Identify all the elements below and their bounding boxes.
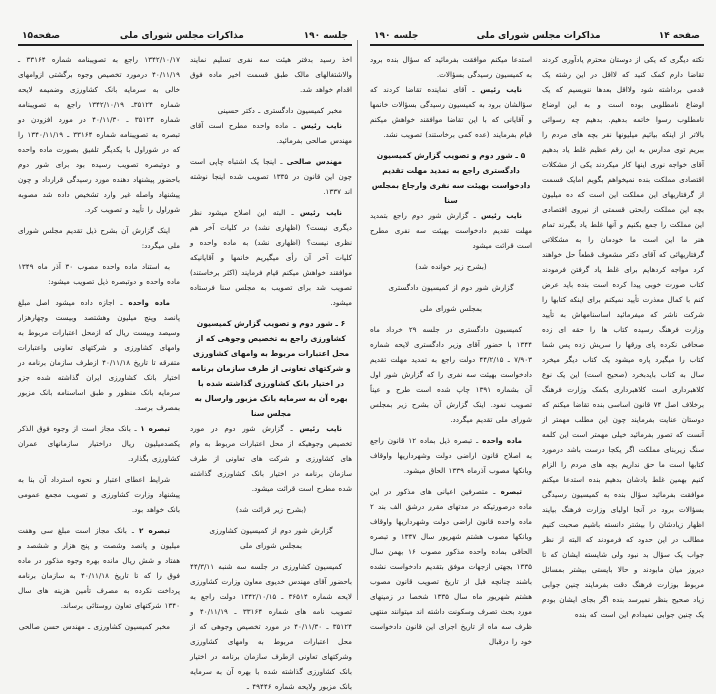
speaker-name: تبصره ۲ [138,526,170,535]
paragraph [18,421,180,466]
page-number: صفحه ۱۴ [658,31,700,41]
paragraph: مخبر کمیسیون دادگستری ـ دکتر حسینی [217,106,342,115]
speaker-name: مهندس صالحی [286,157,342,166]
paragraph-text: ـ متصرفین اعیانی های مذکور در این ماده درصورتیکه در مدتهای مقرر درشق الف بند ۲ ماده واحده قانون اراضی دولت وشهرداریها واوقاف وبانکها مصوب هشتم شهریور سال ۱۳۳۷ و تبصره الحاقی بماده واحده مذکور مصوب ۱۶ بهمن سال ۱۳۳۵ بجهتی ازجهات موفق بتقدیم دادخواست نشده باشند چنانچه قبل از تاریخ تصویب قانون مصوب هشتم شهریور ماه سال ۱۳۳۵ شخصا در زمینهای مورد بحث تصرف وسکونت داشته اند میتوانند منتهی ظرف سه ماه از تاریخ اجرای این قانون دادخواست خود را درقبال [370,487,532,646]
paragraph-text: ـ اینجا یک اشتباه چاپی است چون این قانون در ۱۳۳۵ تصویب شده اینجا نوشته اند ۱۳۳۷. [190,157,352,196]
paragraph: کمیسیون کشاورزی در جلسه سه شنبه ۴۴/۳/۱۱ باحضور آقای مهندس خدیوی معاون وزارت کشاورزی لایحه شماره ۳۶۵۱۴ ـ ۱۳۴۲/۱۰/۱۵ دولت راجع به تصویب نامه های شماره ۳۳۱۶۴ ـ ۴۰/۱۱/۱۹ و ۳۵۱۲۴ ـ ۴۰/۱۱/۳۰ در مورد تخصیص وجوهی که از محل اعتبارات مربوط به وامهای کشاورزی وشرکتهای تعاونی ازطرف سازمان برنامه در اختیار بانک کشاورزی گذاشته شده با بهره آن به سرمایه بانک مزبور ولایحه شماره ۴۹۴۴۶ ـ [190,562,352,691]
paragraph: شرایط اعطای اعتبار و نحوه استرداد آن بنا به پیشنهاد وزارت کشاورزی و تصویب مجمع عمومی بانک خواهد بود. [18,475,180,514]
speaker-name: نایب رئیس [299,424,342,433]
session-label: جلسه ۱۹۰ [374,31,419,41]
centered-line: گزارش شور دوم از کمیسیون کشاورزی [209,526,333,535]
paragraph [370,433,532,478]
text-columns [370,52,704,649]
column-right [542,52,704,649]
paragraph-text: ـ بانک مجاز است مبلغ سی وهفت میلیون و پانصد وشصت و پنج هزار و ششصد و هفتاد و شش ریال مانده بهره وجوه مذکور در ماده فوق را که تا تاریخ ۴۰/۱۱/۱۸ به سازمان برنامه پرداخت نکرده به مصرف تأمین هزینه های سال ۱۳۴۰ شرکتهای تعاون روستائی برساند. [18,526,180,610]
column-left [370,52,532,649]
section-heading: ۶ ـ شور دوم و تصویب گزارش کمیسیون کشاورزی راجع به تخصیص وجوهی که از محل اعتبارات مربوط به وامهای کشاورزی و شرکتهای تعاونی از طرف سازمان برنامه در اختیار بانک کشاورزی گذاشته شده با بهره آن به سرمایه بانک مزبور وارسال به مجلس سنا [191,319,351,418]
speaker-name: نایب رئیس [300,121,342,130]
paragraph: مخبر کمیسیون کشاورزی ـ مهندس حسن صالحی [18,622,170,631]
page-number: صفحه۱۵ [22,31,61,41]
centered-line: بمجلس شورای ملی [420,304,482,313]
speaker-name: نایب رئیس [480,211,522,220]
page-header [370,30,704,42]
centered-line: گزارش شور دوم از کمیسیون دادگستری [388,283,514,292]
paragraph-text: ـ ماده واحده مطرح است آقای مهندس صالحی بفرمائید. [190,121,352,145]
paragraph: نکته دیگری که یکی از دوستان محترم یادآوری کردند تقاضا دارم کمک کنید که لااقل در این رشته یک قدمی برداشته شود ولااقل بعدها ننویسیم که یک اوضاع نامطلوبی بوده است و به این اوضاع نامطلوب رسوا خاتمه بدهیم. بدهیم چه رسوائی بالاتر از اینکه بیائیم میلیونها نفر بچه های مردم را ببریم توی مدارس به این رقم عظیم غلط یاد بدهیم آقای خواجه نوری اینها کار میکردند یکی از مشکلات اقتصادی مملکت بنده نمیخواهم بگویم امایک قسمت از گرفتاریهای این مملکت این است که ده میلیون بچه این مملکت رابحتی قسمتی از نیروی اقتصادی این مملکت را جمع بکنیم و آنها غلط یاد بگیرند تمام هنر ما این است ما خودمان را به مشکلاتی گرفتاریهائی که آقای دکتر مشعوف قطعاً حل خواهند کرد مواجه کردهایم برای غلط یاد گرفتن فرمودند کتاب صورت خوبی پیدا کرده است بنده باید عرض کنم با کمال معذرت تأیید نمیکنم برای اینکه کتابها را شرکت ناشر که میفرمائید اساسنامهاش به تأیید وزارت فرهنگ رسیده کتاب ها را حقه ای زده صحافی نکرده پای ورقها را سریش زده پس شما کتاب را میگیرد پاره میشود یک کتاب دیگر میخرد سال به کتاب بایدبخرد (صحیح است) این یک نوع کلاهبرداری است کلاهبرداری بکمک وزارت فرهنگ برخلاف اصل ۷۴ قانون اساسی بنده تقاضا میکنم که دوستان عنایت بفرمایند چون این مطلب مهمتر از آنست که تصور بفرمائید خیلی مهمتر است این کلمه سنگ زیربنای مملکت اگر یکجا درست باشد درمورد کتابها است ما حق نداریم بچه های مردم را الزام کنیم بهمین غلط یادشان بدهیم بنده استدعا میکنم موافقت بفرمائید سؤال بنده به کمیسیون رسیدگی بسؤالات برود در آنجا اولیای وزارت فرهنگ بیایند اظهار زیادشان را بیشتر دانسته باشیم صحبت کنیم مطالب در این حدود که فرمودند که البته از نظر جواب یک سؤال بد نبود ولی شایسته ایشان که تا دیروز میان مابودند و حالا بایستی بیشتر بمسائل مربوط بوزارت فرهنگ دقت بفرمایند چنین جوابی زیاد صحیح بنظر نمیرسد بنده اگر بجای ایشان بودم یک چنین جوابی نمیدادم این است که بنده [542,55,705,619]
page-header [18,30,352,42]
paragraph-text: ـ گزارش شور دوم در مورد تخصیص وجوهیکه از محل اعتبارات مربوط به وام های کشاورزی و شرکت های تعاونی از طرف سازمان برنامه در اختیار بانک کشاورزی گذاشته شده مطرح است قرائت میشود. [190,424,352,493]
speaker-name: نایب رئیس [299,208,342,217]
text-columns [18,52,352,694]
header-rule [370,44,704,46]
paragraph: کمیسیون دادگستری در جلسه ۲۹ خرداد ماه ۱۳۴۴ با حضور آقای وزیر دادگستری لایحه شماره ۷/۹۰۳ ـ ۴۴/۲/۱۵ دولت راجع به تمدید مهلت تقدیم دادخواست بهیئت سه نفری را که گزارش شور اول آن بشماره ۱۳۹۱ چاپ شده است طرح و عیناً تصویب نمود. اینک گزارش آن بشرح زیر بمجلس شورای ملی تقدیم میگردد. [370,325,533,424]
paragraph-text: ـ گزارش شور دوم راجع بتمدید مهلت تقدیم دادخواست بهیئت سه نفری مطرح است قرائت میشود [370,211,532,250]
section-heading: ۵ ـ شور دوم و تصویب گزارش کمیسیون دادگستری راجع به تمدید مهلت تقدیم دادخواست بهیئت سه نفری وارجاع بمجلس سنا [371,151,531,205]
column-right [190,52,352,694]
header-rule [18,44,352,46]
column-left [18,52,180,694]
paragraph-text: ـ تبصره ذیل بماده ۱۲ قانون راجع به اصلاح قانون اراضی دولت وشهرداریها واوقاف وبانکها مصوب آذرماه ۱۳۳۹ الحاق میشود. [370,436,532,475]
paragraph: اینک گزارش آن بشرح ذیل تقدیم مجلس شورای ملی میگردد: [18,226,180,250]
paragraph [370,484,532,649]
paragraph [370,208,532,253]
speaker-name: تبصره [500,487,522,496]
paragraph [190,421,352,496]
paragraph-text: ـ آقای نماینده تقاضا کردند که سؤالشان برود به کمیسیون رسیدگی بسؤالات خانمها و آقایانی که با این تقاضا موافقند خواهش میکنم قیام بفرمایند (عده کمی برخاستند) تصویب نشد. [370,85,532,139]
paragraph-text: ـ بانک مجاز است از وجوه فوق الذکر یکصدمیلیون ریال دراختیار سازمانهای عمران کشاورزی بگذارد. [18,424,180,463]
centered-line: (بشرح زیر قرائت شد) [235,505,307,514]
speaker-name: ماده واحده [128,298,170,307]
paragraph: استدعا میکنم موافقت بفرمائید که سؤال بنده برود به کمیسیون رسیدگی بسؤالات. [370,55,532,79]
paragraph: اخذ رسید بدفتر هیئت سه نفری تسلیم نمایند والاشتغالهای مالک طبق قسمت اخیر ماده فوق اقدام خواهد شد. [190,55,352,94]
centered-line: بمجلس شورای ملی [240,541,302,550]
paragraph [190,118,352,148]
publication-title: مذاکرات مجلس شورای ملی [476,31,601,41]
page-15 [0,0,358,691]
paragraph-text: ـ البته این اصلاح میشود نظر دیگری نیست؟ (اظهاری نشد) در کلیات آخر هم نظری نیست؟ (اظهاری نشد) به ماده واحده و کلیات آخر آن رأی میگیریم خانمها و آقایانیکه موافقند خواهش میکنم قیام فرمایند (اکثر برخاستند) تصویب شد برای تصویب به مجلس سنا فرستاده میشود. [190,208,352,307]
speaker-name: ماده واحده [482,436,522,445]
paragraph [370,82,532,142]
page-14 [358,0,716,646]
speaker-name: تبصره ۱ [140,424,170,433]
paragraph [18,295,180,415]
paragraph [190,205,352,310]
publication-title: مذاکرات مجلس شورای ملی [119,31,244,41]
paragraph [190,154,352,199]
paragraph: ۱۳۴۲/۱۰/۱۷ راجع به تصویبنامه شماره ۳۳۱۶۴ ـ ۴۰/۱۱/۱۹ درمورد تخصیص وجوه برگشتی ازوامهای خالی به سرمایه بانک کشاورزی وضمیمه لایحه شماره ۳۵۱۲۴ـ ۱۳۴۲/۱۰/۱۹ راجع به تصویبنامه شماره ۳۵۱۲۴ ـ ۴۰/۱۱/۳۰ در مورد افزودن دو تبصره به تصویبنامه شماره ۳۳۱۶۴ ـ ۱۳۴۰/۱۱/۱۹ را که در شوراول با یکدیگر تلفیق بصورت ماده واحده و دوتبصره تصویب رسیده بود برای شور دوم باحضور پیشنهاد دهنده مورد رسیدگی قرارداد و چون پیشنهاد واصله غیر وارد تشخیص داده شد مصوبه شوراول را تأیید و تصویب کرد. [18,55,181,214]
centered-line: (بشرح زیر خوانده شد) [415,262,487,271]
paragraph-text: ـ اجازه داده میشود اصل مبلغ پانصد وپنج میلیون وهشتصد وبیست وچهارهزار وسیصد وبیست ریال که ازمحل اعتبارات مربوط به وامهای کشاورزی و شرکتهای تعاونی واعتبارات متفرقه تا تاریخ ۴۰/۱۱/۱۸ ازطرف سازمان برنامه در اختیار بانک کشاورزی ایران گذاشته شده جزو سرمایه بانک منظور و طبق اساسنامه بانک مزبور بمصرف برسد. [18,298,180,412]
paragraph: به استناد ماده واحده مصوب ۳۰ آذر ماه ۱۳۴۹ ماده واحده و دوتبصره ذیل تصویب میشود: [18,262,180,286]
session-label: جلسه ۱۹۰ [303,31,348,41]
speaker-name: نایب رئیس [480,85,523,94]
